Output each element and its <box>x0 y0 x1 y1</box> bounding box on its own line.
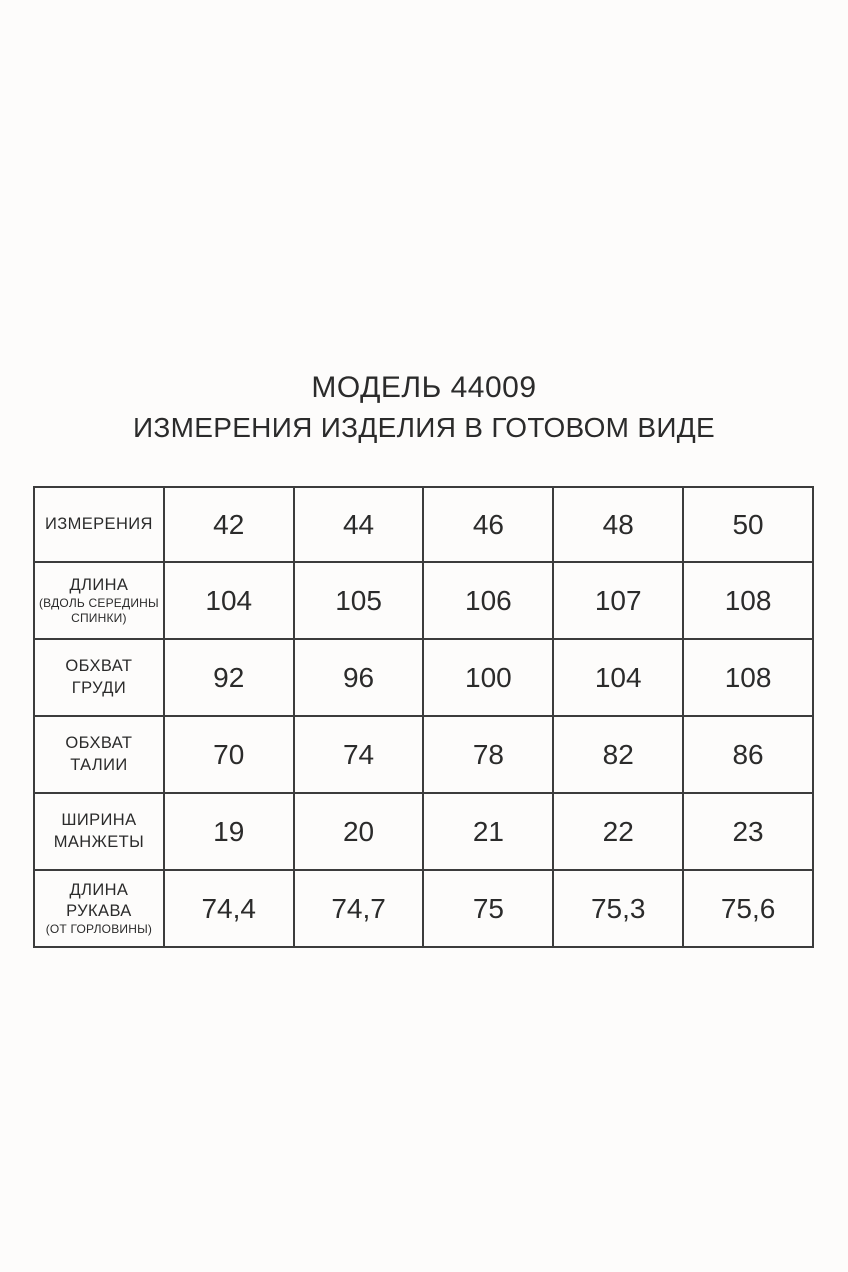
size-table-body <box>34 487 813 947</box>
measurement-label-cell <box>34 716 164 793</box>
size-header-cell: 46 <box>423 487 553 562</box>
measurement-label-cell <box>34 562 164 639</box>
measurement-sublabel: (ВДОЛЬ СЕРЕДИНЫ СПИНКИ) <box>38 596 159 626</box>
measurement-value-cell: 20 <box>294 793 424 870</box>
size-header-cell: 42 <box>164 487 294 562</box>
measurement-value-cell: 104 <box>553 639 683 716</box>
measurement-value-cell: 108 <box>683 562 813 639</box>
measurement-value-cell: 78 <box>423 716 553 793</box>
size-header-cell: 48 <box>553 487 683 562</box>
measurement-value-cell: 74,4 <box>164 870 294 947</box>
measurement-value-cell: 70 <box>164 716 294 793</box>
size-table-row <box>34 793 813 870</box>
measurement-value-cell: 104 <box>164 562 294 639</box>
measurement-sublabel: (ОТ ГОРЛОВИНЫ) <box>45 922 153 937</box>
measurement-value-cell: 23 <box>683 793 813 870</box>
measurement-value-cell: 108 <box>683 639 813 716</box>
measurement-value-cell: 105 <box>294 562 424 639</box>
page-subtitle: ИЗМЕРЕНИЯ ИЗДЕЛИЯ В ГОТОВОМ ВИДЕ <box>132 412 716 443</box>
measurement-label: ДЛИНА <box>69 575 129 594</box>
size-table-row <box>34 639 813 716</box>
measurement-value-cell: 107 <box>553 562 683 639</box>
size-header-cell: 50 <box>683 487 813 562</box>
measurement-value-cell: 100 <box>423 639 553 716</box>
measurement-value-cell: 86 <box>683 716 813 793</box>
page-title: МОДЕЛЬ 44009 <box>311 371 537 404</box>
measurement-value-cell: 74,7 <box>294 870 424 947</box>
measurement-value-cell: 22 <box>553 793 683 870</box>
measurement-label: ОБХВАТ ГРУДИ <box>65 657 133 697</box>
measurement-label: ДЛИНА РУКАВА <box>66 880 132 920</box>
size-header-cell: 44 <box>294 487 424 562</box>
measurement-label-cell <box>34 870 164 947</box>
measurement-value-cell: 92 <box>164 639 294 716</box>
measurement-value-cell: 75,3 <box>553 870 683 947</box>
measurement-value-cell: 74 <box>294 716 424 793</box>
measurement-value-cell: 75,6 <box>683 870 813 947</box>
measurement-label-cell <box>34 793 164 870</box>
measurement-value-cell: 75 <box>423 870 553 947</box>
measurement-value-cell: 106 <box>423 562 553 639</box>
size-table <box>33 486 814 948</box>
measurement-label-cell <box>34 639 164 716</box>
measurement-value-cell: 21 <box>423 793 553 870</box>
measurement-label-cell <box>34 487 164 562</box>
measurement-label: ШИРИНА МАНЖЕТЫ <box>53 811 145 851</box>
size-table-header-row <box>34 487 813 562</box>
size-table-row <box>34 870 813 947</box>
measurement-value-cell: 19 <box>164 793 294 870</box>
measurement-label: ОБХВАТ ТАЛИИ <box>65 734 133 774</box>
size-table-row <box>34 562 813 639</box>
measurement-label: ИЗМЕРЕНИЯ <box>44 514 153 533</box>
size-table-row <box>34 716 813 793</box>
measurement-value-cell: 82 <box>553 716 683 793</box>
measurement-value-cell: 96 <box>294 639 424 716</box>
